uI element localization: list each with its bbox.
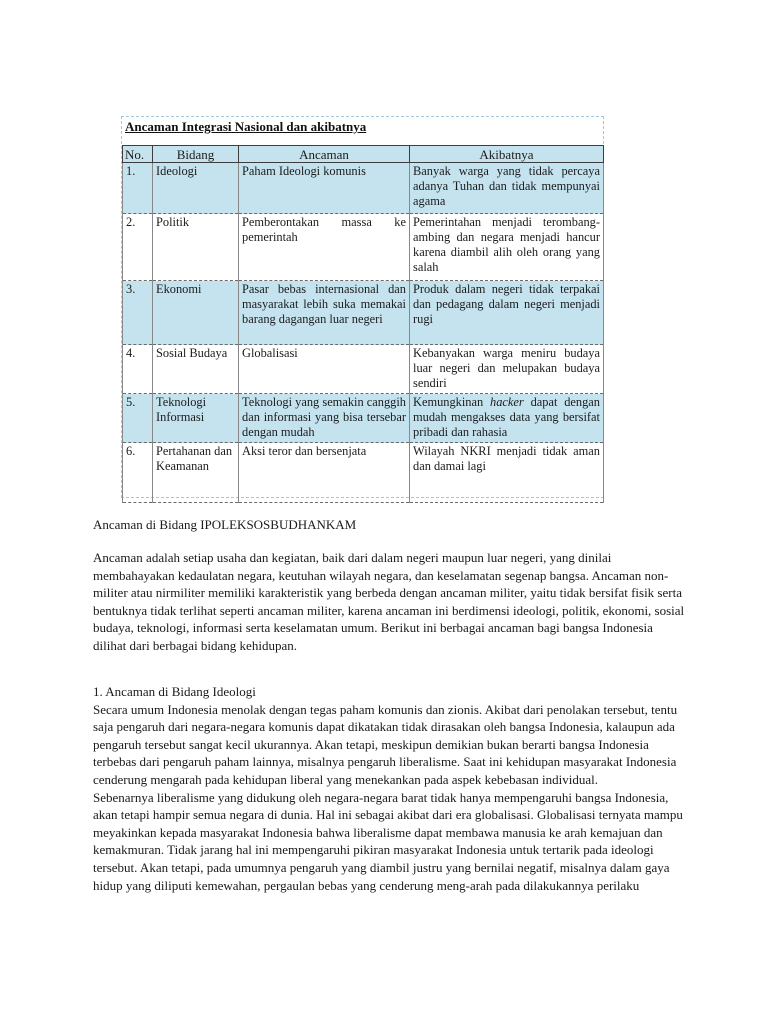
intro-paragraph (93, 549, 689, 655)
table-header-row (123, 146, 604, 163)
cell-bidang: Ekonomi (153, 281, 239, 345)
akibat-pre-text: Kemungkinan (413, 395, 491, 409)
cell-bidang: Teknologi Informasi (153, 394, 239, 443)
table-row (123, 163, 604, 214)
table-row (123, 281, 604, 345)
akibat-italic-term: hacker (490, 395, 524, 409)
section-paragraph-1: Secara umum Indonesia menolak dengan tegas paham komunis dan zionis. Akibat dari penolakan tersebut, tentu saja pengaruh dari negara-negara komunis dapat dikatakan tidak dirasakan oleh bangsa Indonesia, kalaupun ada pengaruh tersebut sangat kecil ukurannya. Akan tetapi, meskipun demikian bukan berarti bangsa Indonesia terbebas dari pengaruh paham lainnya, misalnya pengaruh liberalisme. Saat ini kehidupan masyarakat Indonesia cenderung mengarah pada kehidupan liberal yang menekankan pada aspek kebebasan individual. (93, 701, 678, 787)
cell-ancaman: Aksi teror dan bersenjata (239, 443, 410, 503)
table-row (123, 394, 604, 443)
table-title: Ancaman Integrasi Nasional dan akibatnya (125, 119, 367, 134)
cell-bidang: Politik (153, 214, 239, 281)
akibat-post-text: dapat dengan mudah mengakses data yang bersifat pribadi dan rahasia (413, 395, 600, 439)
cell-ancaman: Paham Ideologi komunis (239, 163, 410, 214)
cell-no: 6. (123, 443, 153, 503)
section-ideologi (93, 683, 689, 894)
table-row (123, 345, 604, 394)
cell-akibat: Kebanyakan warga meniru budaya luar negeri dan melupakan budaya sendiri (410, 345, 604, 394)
cell-ancaman: Pemberontakan massa ke pemerintah (239, 214, 410, 281)
cell-no: 4. (123, 345, 153, 394)
cell-ancaman: Pasar bebas internasional dan masyarakat lebih suka memakai barang dagangan luar negeri (239, 281, 410, 345)
cell-akibat (410, 394, 604, 443)
section-paragraph-2: Sebenarnya liberalisme yang didukung oleh negara-negara barat tidak hanya mempengaruhi bangsa Indonesia, akan tetapi hampir semua negara di dunia. Hal ini sebagai akibat dari era globalisasi. Globalisasi ternyata mampu meyakinkan kepada masyarakat Indonesia bahwa liberalisme dapat membawa manusia ke arah kemajuan dan kemakmuran. Tidak jarang hal ini mempengaruhi pikiran masyarakat Indonesia untuk tertarik pada ideologi tersebut. Akan tetapi, pada umumnya pengaruh yang diambil justru yang bernilai negatif, misalnya dalam gaya hidup yang diliputi kemewahan, pergaulan bebas yang cenderung meng-arah pada dilakukannya perilaku (93, 789, 683, 893)
page-heading: Ancaman di Bidang IPOLEKSOSBUDHANKAM (93, 517, 357, 532)
threat-table (122, 145, 604, 503)
header-akibat: Akibatnya (410, 146, 604, 163)
table-row (123, 214, 604, 281)
section-title: 1. Ancaman di Bidang Ideologi (93, 684, 256, 699)
header-no: No. (123, 146, 153, 163)
header-bidang: Bidang (153, 146, 239, 163)
cell-bidang: Sosial Budaya (153, 345, 239, 394)
cell-akibat: Produk dalam negeri tidak terpakai dan pedagang dalam negeri menjadi rugi (410, 281, 604, 345)
cell-no: 5. (123, 394, 153, 443)
cell-no: 1. (123, 163, 153, 214)
cell-no: 3. (123, 281, 153, 345)
cell-bidang: Ideologi (153, 163, 239, 214)
table-row (123, 443, 604, 503)
threat-table-figure (121, 116, 604, 498)
cell-akibat: Pemerintahan menjadi terombang-ambing dan negara menjadi hancur karena diambil alih oleh orang yang salah (410, 214, 604, 281)
cell-no: 2. (123, 214, 153, 281)
cell-ancaman: Teknologi yang semakin canggih dan informasi yang bisa tersebar dengan mudah (239, 394, 410, 443)
cell-akibat: Wilayah NKRI menjadi tidak aman dan damai lagi (410, 443, 604, 503)
intro-text: Ancaman adalah setiap usaha dan kegiatan, baik dari dalam negeri maupun luar negeri, yang dinilai membahayakan kedaulatan negara, keutuhan wilayah negara, dan keselamatan segenap bangsa. Ancaman non-militer atau nirmiliter memiliki karakteristik yang berbeda dengan ancaman militer, yaitu tidak bersifat fisik serta bentuknya tidak terlihat seperti ancaman militer, karena ancaman ini berdimensi ideologi, politik, ekonomi, sosial budaya, teknologi, informasi serta keselamatan umum. Berikut ini berbagai ancaman bagi bangsa Indonesia dilihat dari berbagai bidang kehidupan. (93, 550, 685, 653)
cell-bidang: Pertahanan dan Keamanan (153, 443, 239, 503)
cell-akibat: Banyak warga yang tidak percaya adanya Tuhan dan tidak mempunyai agama (410, 163, 604, 214)
cell-ancaman: Globalisasi (239, 345, 410, 394)
header-ancaman: Ancaman (239, 146, 410, 163)
